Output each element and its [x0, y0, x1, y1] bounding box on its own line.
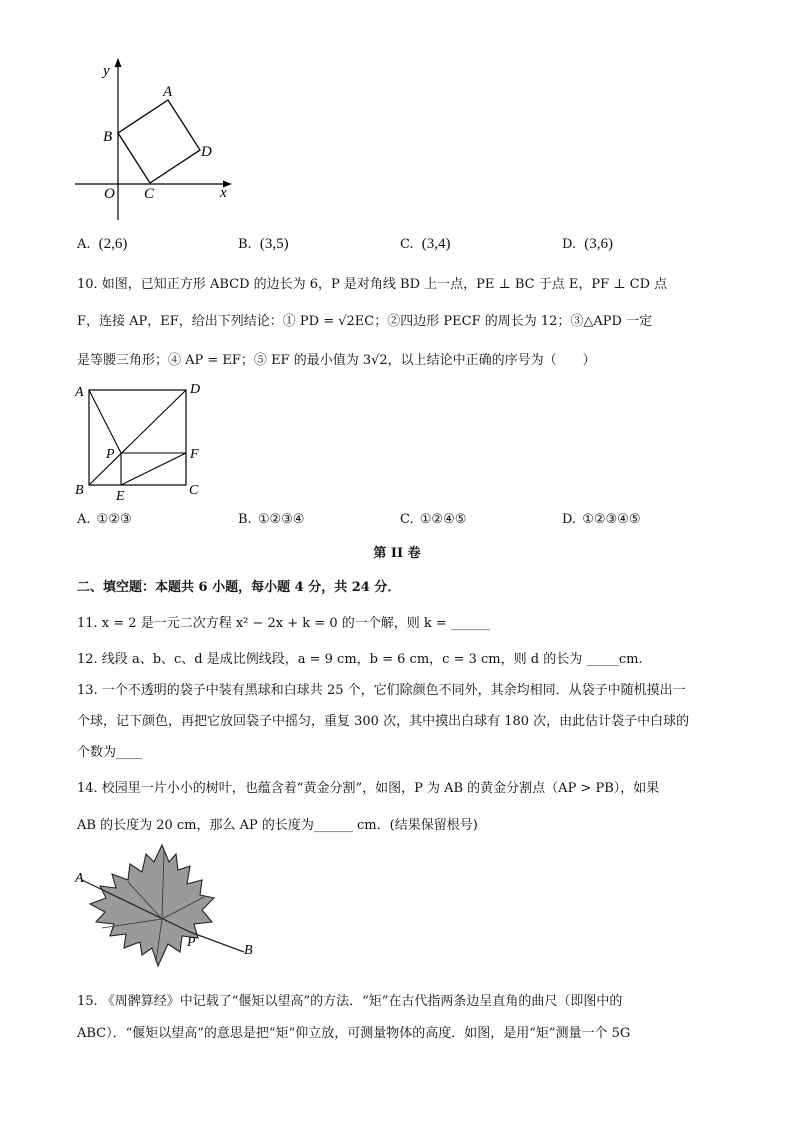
q10-option-b: B. ①②③④: [238, 512, 305, 527]
point-a-label: A: [163, 84, 173, 100]
point-p-label: P: [187, 935, 196, 950]
point-b-label: B: [75, 483, 84, 498]
section-title: 第 II 卷: [373, 546, 421, 561]
point-c-label: C: [144, 186, 155, 202]
stem: [190, 932, 244, 952]
q9-option-a: A. (2,6): [77, 236, 128, 252]
point-a-label: A: [75, 385, 84, 400]
q13-line-1: 13. 一个不透明的袋子中装有黑球和白球共 25 个，它们除颜色不同外，其余均相同．从袋子中随机摸出一: [77, 683, 686, 698]
q9-option-c: C. (3,4): [400, 236, 451, 252]
q10-figure: [72, 376, 212, 504]
diagonal-bd: [89, 390, 186, 485]
q10-option-a: A. ①②③: [77, 512, 132, 527]
x-label: x: [220, 185, 227, 201]
q10-option-d: D. ①②③④⑤: [562, 512, 641, 527]
q10-option-c: C. ①②④⑤: [400, 512, 467, 527]
q9-option-b: B. (3,5): [238, 236, 289, 252]
q12-text: 12. 线段 a、b、c、d 是成比例线段，a = 9 cm，b = 6 cm，c = 3 cm，则 d 的长为 _____cm.: [77, 652, 643, 667]
q9-option-d: D. (3,6): [562, 236, 613, 252]
segment-ef: [121, 453, 186, 485]
point-b-label: B: [244, 943, 253, 958]
point-d-label: D: [201, 144, 212, 160]
q14-line-2: AB 的长度为 20 cm，那么 AP 的长度为______ cm．(结果保留根号): [77, 818, 478, 833]
point-b-label: B: [103, 129, 113, 145]
q14-leaf-figure: [72, 840, 267, 980]
segment-ap: [89, 390, 121, 453]
q14-line-1: 14. 校园里一片小小的树叶，也蕴含着“黄金分割”，如图，P 为 AB 的黄金分割点（AP > PB），如果: [77, 781, 660, 796]
point-c-label: C: [189, 483, 199, 498]
y-label: y: [103, 63, 110, 79]
q9-figure: [70, 55, 240, 225]
q13-line-2: 个球，记下颜色，再把它放回袋子中摇匀，重复 300 次，其中摸出白球有 180 次，由此估计袋子中白球的: [77, 714, 690, 729]
q13-line-3: 个数为____: [77, 745, 143, 760]
q15-line-1: 15. 《周髀算经》中记载了“偃矩以望高”的方法．“矩”在古代指两条边呈直角的曲尺（即图中的: [77, 994, 623, 1009]
origin-label: O: [104, 186, 115, 202]
point-f-label: F: [190, 447, 199, 462]
point-d-label: D: [190, 382, 201, 397]
q10-line-1: 10. 如图，已知正方形 ABCD 的边长为 6，P 是对角线 BD 上一点，PE ⊥ BC 于点 E，PF ⊥ CD 点: [77, 277, 668, 292]
q10-line-2: F，连接 AP，EF，给出下列结论：① PD = √2EC；②四边形 PECF 的周长为 12；③△APD 一定: [77, 314, 653, 329]
section-heading: 二、填空题：本题共 6 小题，每小题 4 分，共 24 分．: [77, 580, 401, 595]
q10-line-3: 是等腰三角形；④ AP = EF；⑤ EF 的最小值为 3√2，以上结论中正确的序号为（ ）: [77, 353, 596, 368]
y-axis-arrow: [115, 58, 122, 67]
square-abcd: [118, 100, 200, 183]
point-e-label: E: [116, 489, 125, 504]
point-a-label: A: [75, 871, 84, 886]
q11-text: 11. x = 2 是一元二次方程 x² − 2x + k = 0 的一个解，则 k = ______: [77, 616, 490, 631]
q15-line-2: ABC）．“偃矩以望高”的意思是把“矩”仰立放，可测量物体的高度．如图，是用“矩”测量一个 5G: [77, 1026, 631, 1041]
point-p-label: P: [106, 447, 115, 462]
